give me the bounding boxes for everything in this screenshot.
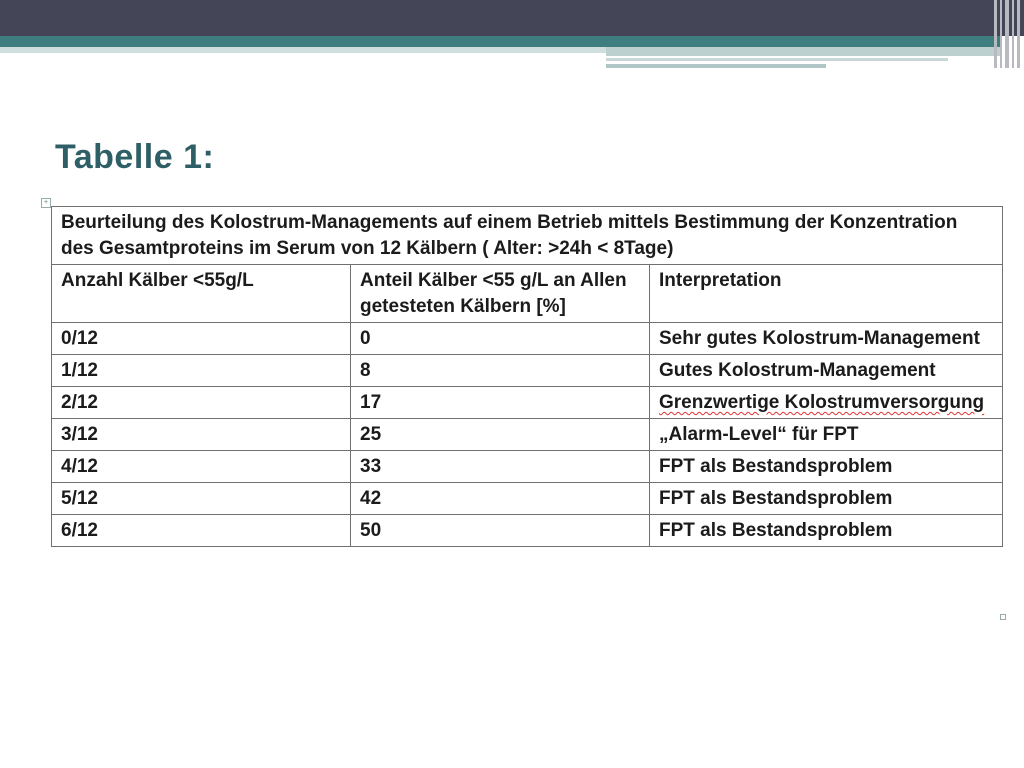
table-row: [52, 483, 1003, 515]
header-band-teal: [0, 36, 1000, 47]
cell-percent: 17: [351, 387, 650, 419]
cell-percent: 42: [351, 483, 650, 515]
header-stripes: [992, 0, 1024, 68]
table-header-row: [52, 265, 1003, 323]
table-row: [52, 387, 1003, 419]
header-percent: Anteil Kälber <55 g/L an Allen getesteten Kälbern [%]: [351, 265, 650, 323]
header-band-dark: [0, 0, 1024, 36]
cell-interpretation: „Alarm-Level“ für FPT: [650, 419, 1003, 451]
cell-percent: 25: [351, 419, 650, 451]
cell-interpretation: FPT als Bestandsproblem: [650, 515, 1003, 547]
cell-count: 4/12: [52, 451, 351, 483]
cell-interpretation: FPT als Bestandsproblem: [650, 483, 1003, 515]
cell-count: 2/12: [52, 387, 351, 419]
cell-interpretation: Sehr gutes Kolostrum-Management: [650, 323, 1003, 355]
cell-percent: 50: [351, 515, 650, 547]
spellcheck-text: Grenzwertige Kolostrumversorgung: [659, 392, 985, 413]
cell-count: 6/12: [52, 515, 351, 547]
header-interpretation: Interpretation: [650, 265, 1003, 323]
cell-interpretation: FPT als Bestandsproblem: [650, 451, 1003, 483]
table-row: [52, 451, 1003, 483]
cell-count: 1/12: [52, 355, 351, 387]
table-caption-row: [52, 207, 1003, 265]
table-resize-handle-icon[interactable]: [1000, 614, 1006, 620]
cell-percent: 33: [351, 451, 650, 483]
results-table: [51, 206, 1003, 547]
cell-interpretation: Gutes Kolostrum-Management: [650, 355, 1003, 387]
slide-title: Tabelle 1:: [55, 138, 215, 176]
cell-percent: 0: [351, 323, 650, 355]
header-line: [606, 58, 948, 61]
cell-count: 0/12: [52, 323, 351, 355]
table-caption: Beurteilung des Kolostrum-Managements auf einem Betrieb mittels Bestimmung der Konzentration des Gesamtproteins im Serum von 12 Kälbern ( Alter: >24h < 8Tage): [52, 207, 1003, 265]
table-row: [52, 355, 1003, 387]
header-count: Anzahl Kälber <55g/L: [52, 265, 351, 323]
header-band-light: [0, 47, 606, 53]
cell-count: 3/12: [52, 419, 351, 451]
table-row: [52, 323, 1003, 355]
cell-count: 5/12: [52, 483, 351, 515]
header-line-short: [606, 64, 826, 68]
table-move-handle-icon[interactable]: +: [41, 198, 51, 208]
cell-interpretation: [650, 387, 1003, 419]
cell-percent: 8: [351, 355, 650, 387]
table-row: [52, 515, 1003, 547]
header-band-light-right: [606, 47, 1000, 56]
table-row: [52, 419, 1003, 451]
